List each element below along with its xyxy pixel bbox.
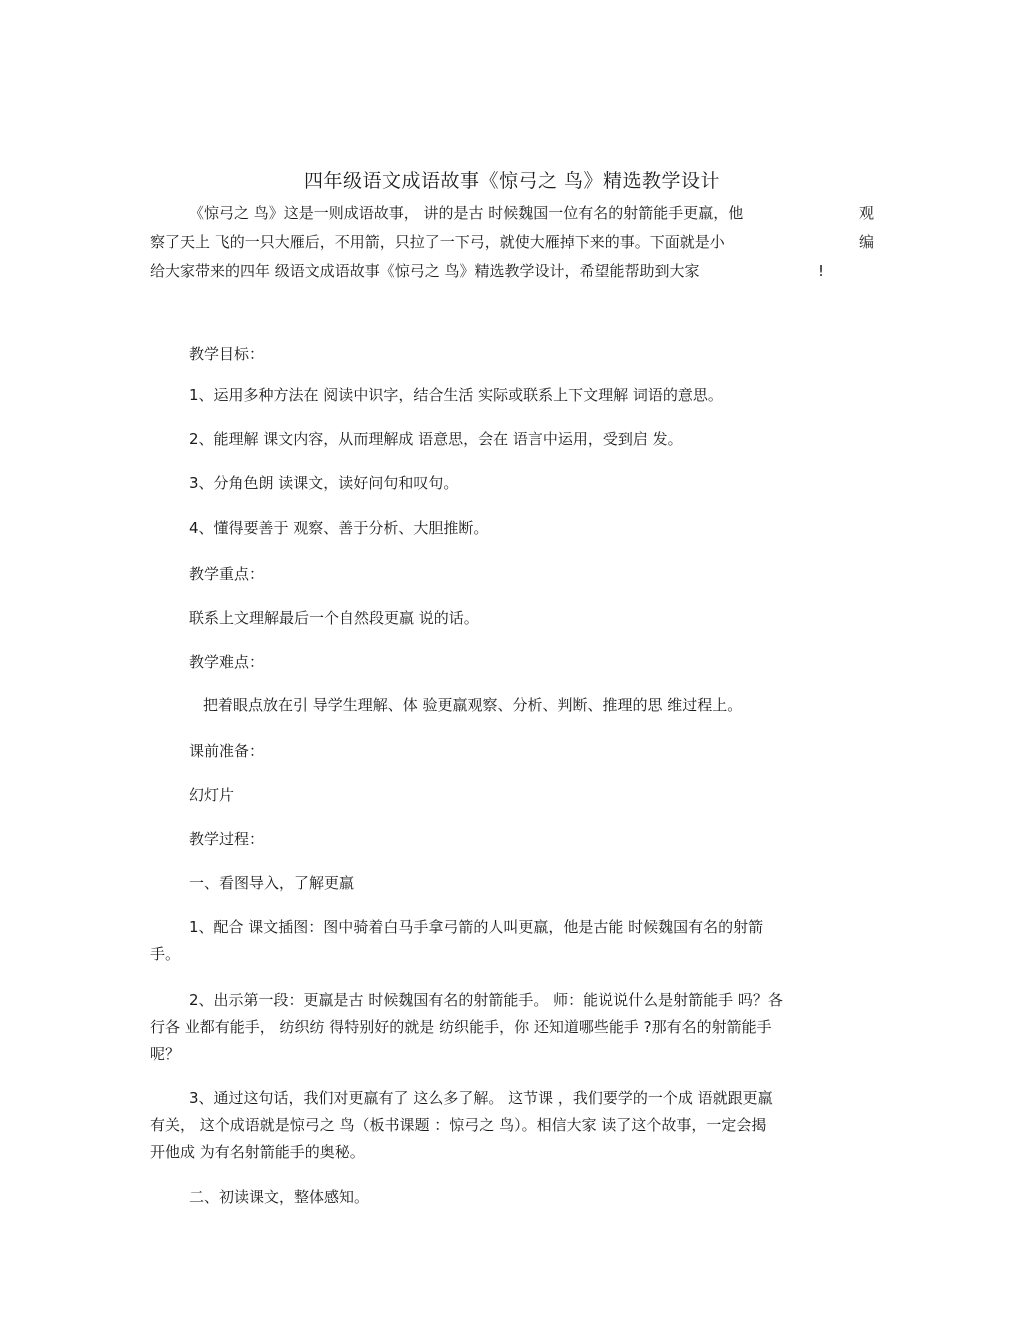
step-line: 2、出示第一段：更羸是古 时候魏国有名的射箭能手。 师：能说说什么是射箭能手 吗？各 <box>189 991 783 1009</box>
step-line: 1、配合 课文插图：图中骑着白马手拿弓箭的人叫更羸，他是古能 时候魏国有名的射箭 <box>189 918 764 936</box>
step-line: 有关， 这个成语就是惊弓之 鸟（板书课题 ：惊弓之 鸟）。相信大家 读了这个故事，一定会揭 <box>150 1116 767 1134</box>
step-line: 呢？ <box>150 1045 181 1063</box>
difficulty-heading: 教学难点： <box>189 653 265 671</box>
section-heading: 一、看图导入，了解更羸 <box>189 874 355 892</box>
step-paragraph <box>150 1085 874 1166</box>
goals-heading: 教学目标： <box>189 345 265 363</box>
step-line: 3、通过这句话，我们对更羸有了 这么多了解。 这节课 ，我们要学的一个成 语就跟更羸 <box>189 1089 773 1107</box>
intro-line-text: 《惊弓之 鸟》这是一则成语故事， 讲的是古 时候魏国一位有名的射箭能手更羸，他 <box>189 204 744 222</box>
prep-heading: 课前准备： <box>189 742 265 760</box>
focus-text: 联系上文理解最后一个自然段更羸 说的话。 <box>189 609 479 627</box>
goal-item: 1、运用多种方法在 阅读中识字，结合生活 实际或联系上下文理解 词语的意思。 <box>189 386 723 404</box>
step-line: 行各 业都有能手， 纺织纺 得特别好的就是 纺织能手，你 还知道哪些能手 ?那有名的射箭能手 <box>150 1018 772 1036</box>
goal-item: 4、懂得要善于 观察、善于分析、大胆推断。 <box>189 519 489 537</box>
intro-line-text: 察了天上 飞的一只大雁后，不用箭，只拉了一下弓，就使大雁掉下来的事。下面就是小 <box>150 233 725 251</box>
intro-line-end: 编 <box>858 233 874 251</box>
process-heading: 教学过程： <box>189 830 265 848</box>
prep-text: 幻灯片 <box>189 786 235 804</box>
intro-line-end: 观 <box>858 204 874 222</box>
step-paragraph <box>150 914 874 968</box>
focus-heading: 教学重点： <box>189 565 265 583</box>
step-line: 手。 <box>150 945 181 963</box>
intro-line-end: ! <box>817 262 824 280</box>
intro-line <box>150 199 874 228</box>
intro-line-text: 给大家带来的四年 级语文成语故事《惊弓之 鸟》精选教学设计，希望能帮助到大家 <box>150 262 700 280</box>
section-heading: 二、初读课文，整体感知。 <box>189 1188 370 1206</box>
intro-line <box>150 257 874 286</box>
intro-paragraph <box>150 199 874 286</box>
step-paragraph <box>150 987 874 1068</box>
document-title: 四年级语文成语故事《惊弓之 鸟》精选教学设计 <box>303 170 721 192</box>
step-line: 开他成 为有名射箭能手的奥秘。 <box>150 1143 365 1161</box>
goal-item: 2、能理解 课文内容，从而理解成 语意思，会在 语言中运用，受到启 发。 <box>189 430 683 448</box>
difficulty-text: 把着眼点放在引 导学生理解、体 验更羸观察、分析、判断、推理的思 维过程上。 <box>203 696 743 714</box>
goal-item: 3、分角色朗 读课文，读好问句和叹句。 <box>189 474 459 492</box>
intro-line <box>150 228 874 257</box>
